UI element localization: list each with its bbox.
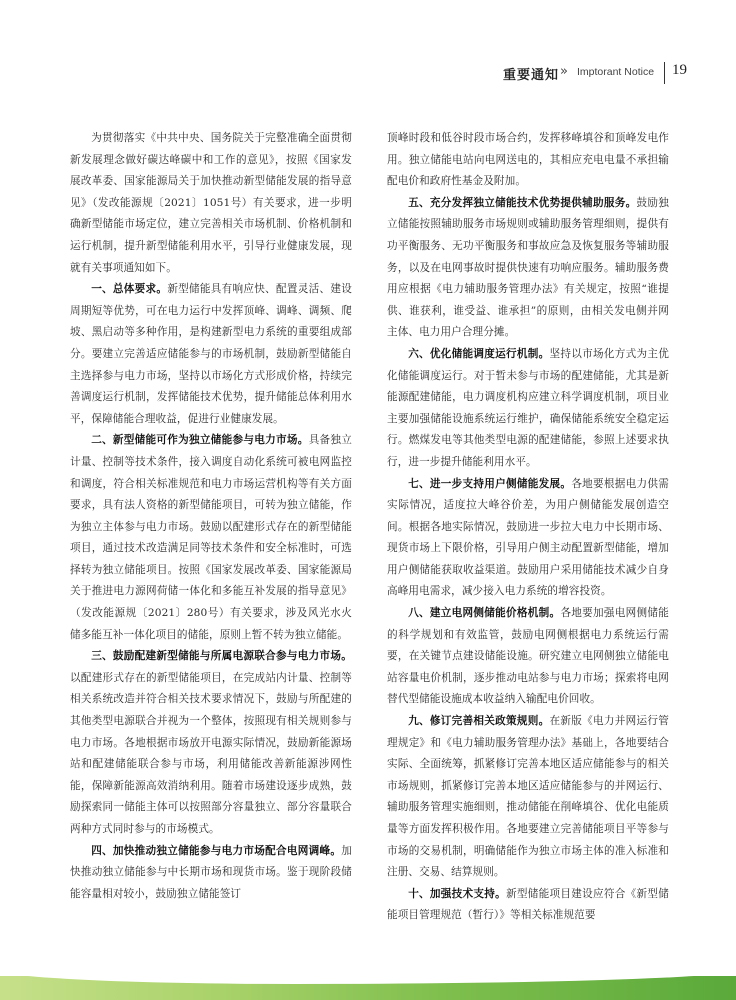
paragraph: 四、加快推动独立储能参与电力市场配合电网调峰。加快推动独立储能参与中长期市场和现货市场。鉴于现阶段储能容量相对较小，鼓励独立储能签订 [70,844,352,900]
paragraph: 六、优化储能调度运行机制。坚持以市场化方式为主优化储能调度运行。对于暂未参与市场的配建储能，尤其是新能源配建储能，电力调度机构应建立科学调度机制，项目业主要加强储能设施系统运行维护，确保储能系统安全稳定运行。燃煤发电等其他类型电源的配建储能，参照上述要求执行，进一步提升储能利用水平。 [387,347,669,468]
paragraph: 八、建立电网侧储能价格机制。各地要加强电网侧储能的科学规划和有效监管，鼓励电网侧根据电力系统运行需要，在关键节点建设储能设施。研究建立电网侧独立储能电站容量电价机制，逐步推动电站参与电力市场；探索将电网替代型储能设施成本收益纳入输配电价回收。 [387,607,670,706]
paragraph-heading: 四、加快推动独立储能参与电力市场配合电网调峰。 [91,844,342,857]
paragraph-heading: 八、建立电网侧储能价格机制。 [408,607,561,620]
header-divider [664,62,665,84]
chevron-right-icon: » [560,64,568,79]
paragraph-heading: 九、修订完善相关政策规则。 [408,715,550,728]
paragraph: 为贯彻落实《中共中央、国务院关于完整准确全面贯彻新发展理念做好碳达峰碳中和工作的意见》，按照《国家发展改革委、国家能源局关于加快推动新型储能发展的指导意见》（发改能源规〔2021〕1051号）有关要求，进一步明确新型储能市场定位，建立完善相关市场机制、价格机制和运行机制，提升新型储能利用水平，引导行业健康发展，现就有关事项通知如下。 [70,132,352,274]
paragraph: 一、总体要求。新型储能具有响应快、配置灵活、建设周期短等优势，可在电力运行中发挥顶峰、调峰、调频、爬坡、黑启动等多种作用，是构建新型电力系统的重要组成部分。要建立完善适应储能参与的市场机制，鼓励新型储能自主选择参与电力市场，坚持以市场化方式形成价格，持续完善调度运行机制，发挥储能技术优势，提升储能总体利用水平，保障储能合理收益，促进行业健康发展。 [70,283,352,425]
paragraph: 顶峰时段和低谷时段市场合约，发挥移峰填谷和顶峰发电作用。独立储能电站向电网送电的，其相应充电电量不承担输配电价和政府性基金及附加。 [387,132,669,188]
paragraph: 九、修订完善相关政策规则。在新版《电力并网运行管理规定》和《电力辅助服务管理办法》基础上，各地要结合实际、全面统筹，抓紧修订完善本地区适应储能参与的相关市场规则，抓紧修订完善本地区适应储能参与的并网运行、辅助服务管理实施细则，推动储能在削峰填谷、优化电能质量等方面发挥积极作用。各地要建立完善储能项目平等参与市场的交易机制，明确储能作为独立市场主体的准入标准和注册、交易、结算规则。 [387,715,669,879]
page-number: 19 [672,62,687,78]
paragraph: 五、充分发挥独立储能技术优势提供辅助服务。鼓励独立储能按照辅助服务市场规则或辅助服务管理细则，提供有功平衡服务、无功平衡服务和事故应急及恢复服务等辅助服务，以及在电网事故时提供快速有功响应服务。辅助服务费用应根据《电力辅助服务管理办法》有关规定，按照“谁提供、谁获利，谁受益、谁承担”的原则，由相关发电侧并网主体、电力用户合理分摊。 [387,196,669,339]
right-column [387,128,669,927]
paragraph: 三、鼓励配建新型储能与所属电源联合参与电力市场。以配建形式存在的新型储能项目，在完成站内计量、控制等相关系统改造并符合相关技术要求情况下，鼓励与所配建的其他类型电源联合并视为一个整体，按照现有相关规则参与电力市场。各地根据市场放开电源实际情况，鼓励新能源场站和配建储能联合参与市场，利用储能改善新能源涉网性能，保障新能源高效消纳利用。随着市场建设逐步成熟，鼓励探索同一储能主体可以按照部分容量独立、部分容量联合两种方式同时参与的市场模式。 [70,650,352,835]
paragraph: 七、进一步支持用户侧储能发展。各地要根据电力供需实际情况，适度拉大峰谷价差，为用户侧储能发展创造空间。根据各地实际情况，鼓励进一步拉大电力中长期市场、现货市场上下限价格，引导用户侧主动配置新型储能，增加用户侧储能获取收益渠道。鼓励用户采用储能技术减少自身高峰用电需求，减少接入电力系统的增容投资。 [387,477,670,598]
paragraph: 二、新型储能可作为独立储能参与电力市场。具备独立计量、控制等技术条件，接入调度自动化系统可被电网监控和调度，符合相关标准规范和电力市场运营机构等有关方面要求，具有法人资格的新型储能项目，可转为独立储能，作为独立主体参与电力市场。鼓励以配建形式存在的新型储能项目，通过技术改造满足同等技术条件和安全标准时，可选择转为独立储能项目。按照《国家发展改革委、国家能源局关于推进电力源网荷储一体化和多能互补发展的指导意见》（发改能源规〔2021〕280号）有关要求，涉及风光水火储多能互补一体化项目的储能，原则上暂不转为独立储能。 [70,434,353,641]
paragraph-heading: 二、新型储能可作为独立储能参与电力市场。 [91,434,309,447]
section-title: 重要通知 [503,68,560,83]
page-header [0,62,736,86]
paragraph-heading: 六、优化储能调度运行机制。 [408,347,550,360]
left-column [70,128,352,905]
paragraph-heading: 七、进一步支持用户侧储能发展。 [408,477,572,490]
paragraph-heading: 三、鼓励配建新型储能与所属电源联合参与电力市场。 [91,650,352,663]
paragraph-heading: 十、加强技术支持。 [408,887,507,900]
paragraph-heading: 五、充分发挥独立储能技术优势提供辅助服务。 [408,196,637,209]
paragraph: 十、加强技术支持。新型储能项目建设应符合《新型储能项目管理规范（暂行）》等相关标准规范要 [387,887,669,922]
section-title-english: Imptorant Notice [577,66,655,78]
paragraph-heading: 一、总体要求。 [91,283,168,296]
